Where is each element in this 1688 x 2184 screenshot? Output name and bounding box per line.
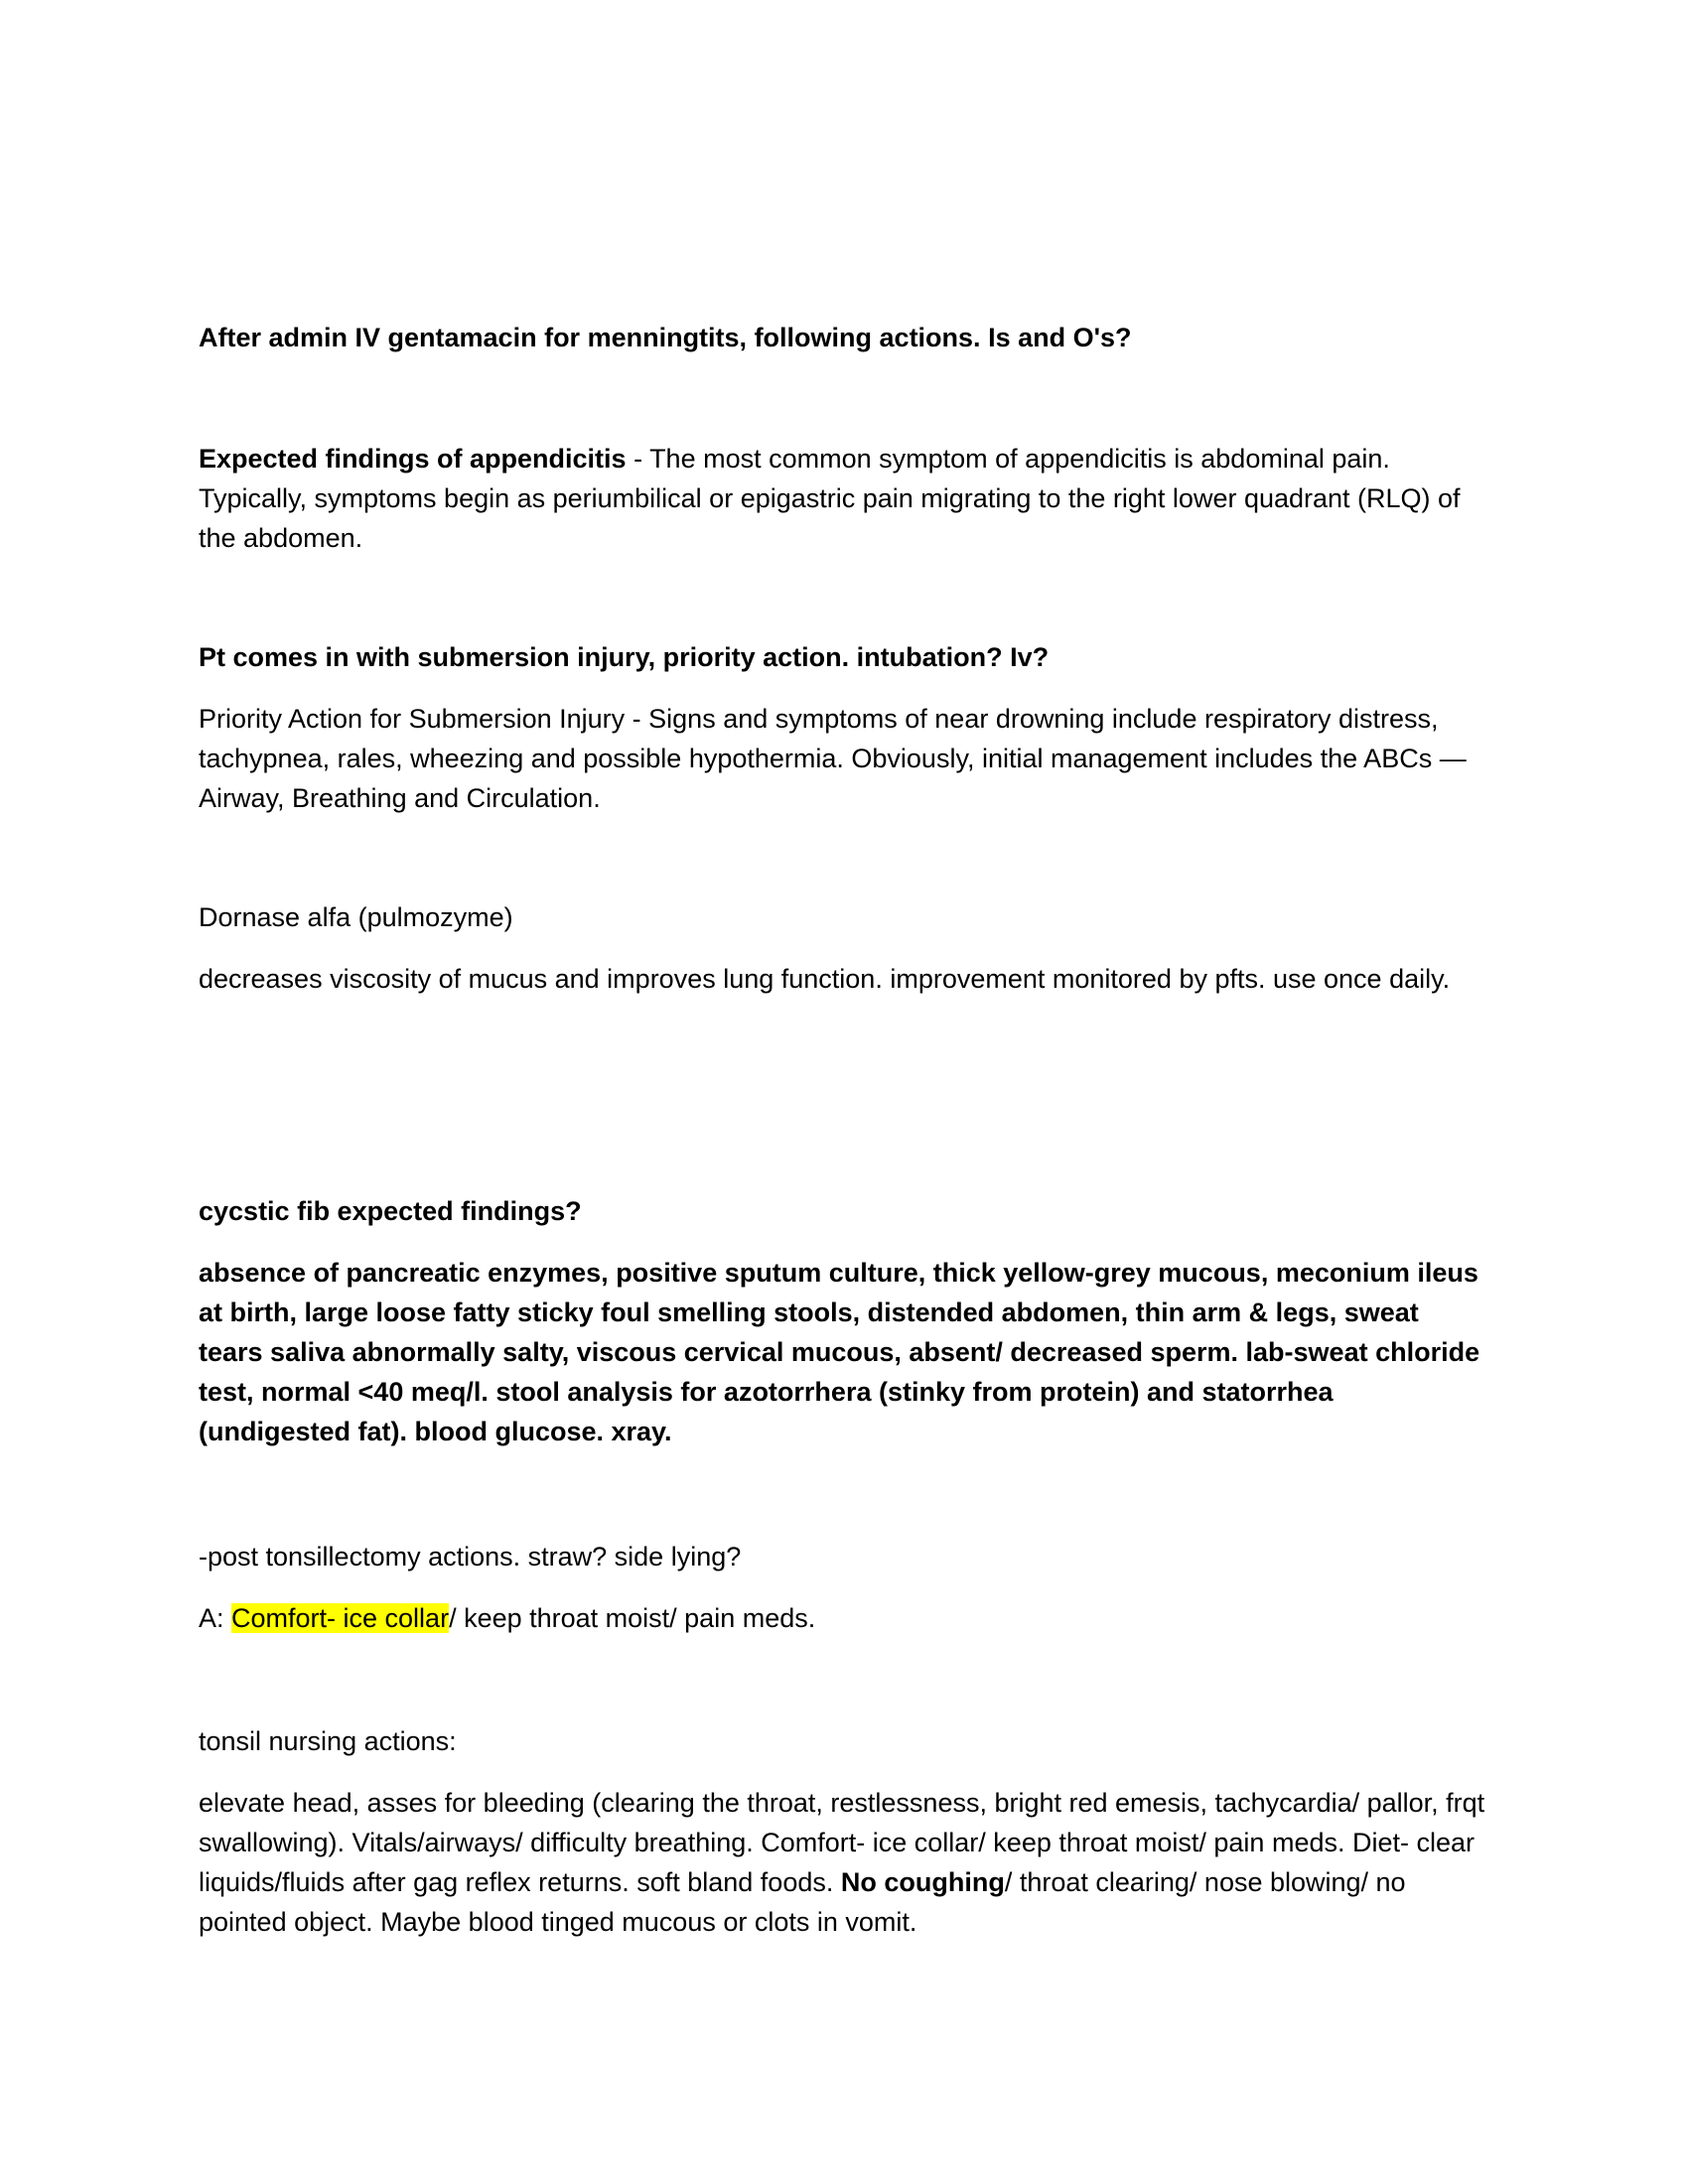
appendicitis-paragraph: [199, 439, 1489, 558]
dornase-body: decreases viscosity of mucus and improves lung function. improvement monitored by pfts. use once daily.: [199, 964, 1451, 994]
appendicitis-body: - The most common symptom of appendicitis is abdominal pain. Typically, symptoms begin as periumbilical or epigastric pain migrating to the right lower quadrant (RLQ) of the abdomen.: [199, 444, 1461, 553]
submersion-answer: Priority Action for Submersion Injury - Signs and symptoms of near drowning include respiratory distress, tachypnea, rales, wheezing and possible hypothermia. Obviously, initial management includes the ABCs — Airway, Breathing and Circulation.: [199, 704, 1467, 813]
tonsil-nursing-title: tonsil nursing actions:: [199, 1726, 457, 1756]
tonsil-nursing-body: [199, 1783, 1489, 1942]
submersion-question: Pt comes in with submersion injury, priority action. intubation? Iv?: [199, 642, 1050, 672]
cystic-fib-answer: absence of pancreatic enzymes, positive sputum culture, thick yellow-grey mucous, meconium ileus at birth, large loose fatty sticky foul smelling stools, distended abdomen, thin arm & legs, sweat tears saliva abnormally salty, viscous cervical mucous, absent/ decreased sperm. lab-sweat chloride test, normal <40 meq/l. stool analysis for azotorrhera (stinky from protein) and statorrhea (undigested fat). blood glucose. xray.: [199, 1258, 1480, 1446]
cystic-fib-question: cycstic fib expected findings?: [199, 1196, 582, 1226]
dornase-title: Dornase alfa (pulmozyme): [199, 902, 513, 932]
gentamicin-question: After admin IV gentamacin for menningtits, following actions. Is and O's?: [199, 323, 1132, 352]
tonsillectomy-question: -post tonsillectomy actions. straw? side lying?: [199, 1542, 742, 1571]
answer-rest: / keep throat moist/ pain meds.: [449, 1603, 816, 1633]
answer-prefix: A:: [199, 1603, 232, 1633]
tonsillectomy-answer: [199, 1598, 1489, 1638]
no-coughing-emphasis: No coughing: [840, 1867, 1005, 1897]
highlighted-text: Comfort- ice collar: [231, 1603, 450, 1633]
tonsil-body-part2: / throat clearing/ nose blowing/ no pointed object. Maybe blood tinged mucous or clots in vomit.: [199, 1867, 1406, 1937]
appendicitis-heading: Expected findings of appendicitis: [199, 444, 627, 474]
tonsil-body-part1: elevate head, asses for bleeding (clearing the throat, restlessness, bright red emesis, tachycardia/ pallor, frqt swallowing). Vitals/airways/ difficulty breathing. Comfort- ice collar/ keep throat moist/ pain meds. Diet- clear liquids/fluids after gag reflex returns. soft bland foods.: [199, 1788, 1485, 1897]
